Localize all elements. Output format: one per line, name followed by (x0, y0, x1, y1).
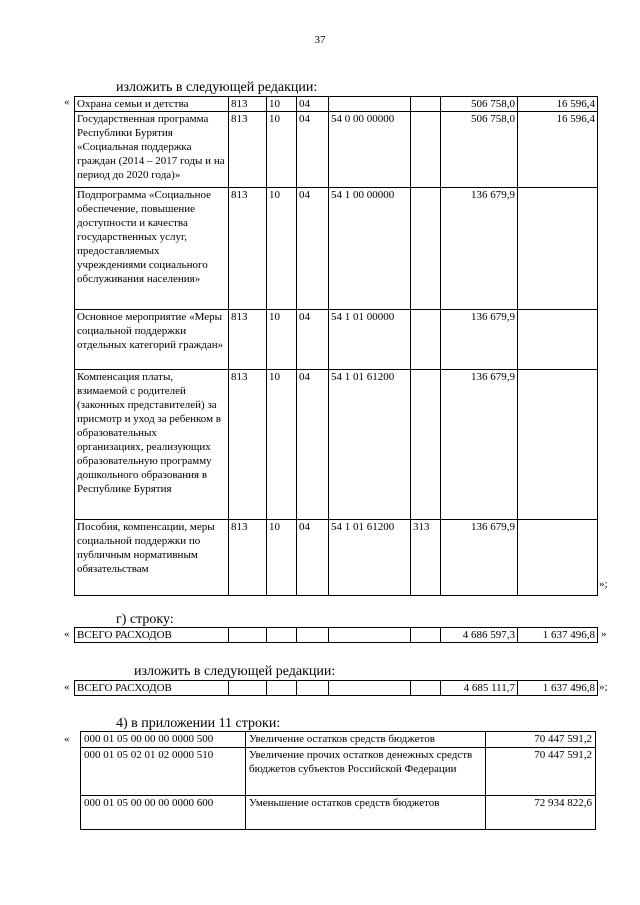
table-row (75, 112, 598, 188)
cell-csr: 54 1 01 61200 (329, 520, 411, 596)
section2-heading: г) строку: (116, 612, 174, 627)
row-name: Государственная программа Республики Бурятия «Социальная поддержка граждан (2014 – 2017 годы и на период до 2020 года)» (75, 112, 229, 188)
cell-csr: 54 1 00 00000 (329, 188, 411, 310)
close-quote: » (601, 628, 607, 640)
cell-ved: 813 (229, 520, 267, 596)
open-quote: « (64, 681, 70, 693)
section1-heading: изложить в следующей редакции: (116, 80, 318, 95)
table-row (75, 310, 598, 370)
cell-value-2: 1 637 496,8 (518, 681, 598, 696)
cell-rz: 10 (267, 112, 297, 188)
cell-value: 72 934 822,6 (486, 796, 596, 830)
cell-value-1: 136 679,9 (441, 520, 518, 596)
cell-value-2: 16 596,4 (518, 112, 598, 188)
cell-vr (411, 370, 441, 520)
table-row (75, 520, 598, 596)
budget-table (74, 96, 598, 596)
cell-value-2 (518, 370, 598, 520)
cell-csr: 54 0 00 00000 (329, 112, 411, 188)
table-row (75, 681, 598, 696)
cell-csr: 54 1 01 00000 (329, 310, 411, 370)
cell-vr (411, 188, 441, 310)
page-number: 37 (314, 34, 326, 46)
cell-value-1: 4 686 597,3 (441, 628, 518, 643)
close-quote: »; (599, 578, 608, 590)
cell-pr: 04 (297, 310, 329, 370)
cell-ved: 813 (229, 97, 267, 112)
cell-rz: 10 (267, 310, 297, 370)
cell-name: Увеличение прочих остатков денежных средств бюджетов субъектов Российской Федерации (246, 748, 486, 796)
cell-pr: 04 (297, 370, 329, 520)
table-row (75, 628, 598, 643)
table-row (81, 732, 596, 748)
row-name: Основное мероприятие «Меры социальной поддержки отдельных категорий граждан» (75, 310, 229, 370)
row-name: Пособия, компенсации, меры социальной поддержки по публичным нормативным обязательствам (75, 520, 229, 596)
row-name: Охрана семьи и детства (75, 97, 229, 112)
cell-rz: 10 (267, 520, 297, 596)
cell-code: 000 01 05 00 00 00 0000 500 (81, 732, 246, 748)
cell-ved: 813 (229, 112, 267, 188)
cell-value-1: 506 758,0 (441, 97, 518, 112)
table-row (81, 748, 596, 796)
row-name: Подпрограмма «Социальное обеспечение, повышение доступности и качества государственных услуг, предоставляемых учреждениями социального обслуживания населения» (75, 188, 229, 310)
cell-value-2 (518, 310, 598, 370)
row-name: ВСЕГО РАСХОДОВ (75, 628, 229, 643)
section4-heading: 4) в приложении 11 строки: (116, 716, 281, 731)
cell-name: Увеличение остатков средств бюджетов (246, 732, 486, 748)
cell-value-1: 136 679,9 (441, 310, 518, 370)
cell-rz: 10 (267, 188, 297, 310)
cell-pr: 04 (297, 97, 329, 112)
row-name: ВСЕГО РАСХОДОВ (75, 681, 229, 696)
table-row (75, 370, 598, 520)
cell-value-2: 16 596,4 (518, 97, 598, 112)
cell-rz: 10 (267, 370, 297, 520)
cell-pr: 04 (297, 112, 329, 188)
table-row (81, 796, 596, 830)
cell-value-1: 4 685 111,7 (441, 681, 518, 696)
close-quote: »; (599, 681, 608, 693)
cell-ved: 813 (229, 370, 267, 520)
cell-vr (411, 112, 441, 188)
sources-table (80, 731, 596, 830)
open-quote: « (64, 628, 70, 640)
row-name: Компенсация платы, взимаемой с родителей (законных представителей) за присмотр и уход за ребенком в образовательных организациях, реализующих образовательную программу дошкольного образования в Республике Бурятия (75, 370, 229, 520)
cell-value-1: 136 679,9 (441, 188, 518, 310)
cell-csr (329, 97, 411, 112)
table-row (75, 97, 598, 112)
open-quote: « (64, 733, 70, 745)
cell-ved: 813 (229, 310, 267, 370)
cell-pr: 04 (297, 520, 329, 596)
cell-value: 70 447 591,2 (486, 732, 596, 748)
cell-csr: 54 1 01 61200 (329, 370, 411, 520)
cell-value-2 (518, 188, 598, 310)
cell-name: Уменьшение остатков средств бюджетов (246, 796, 486, 830)
cell-value-2: 1 637 496,8 (518, 628, 598, 643)
cell-vr (411, 310, 441, 370)
cell-ved: 813 (229, 188, 267, 310)
open-quote: « (64, 96, 70, 108)
cell-value: 70 447 591,2 (486, 748, 596, 796)
total-table-new (74, 680, 598, 696)
cell-value-2 (518, 520, 598, 596)
cell-vr: 313 (411, 520, 441, 596)
cell-code: 000 01 05 00 00 00 0000 600 (81, 796, 246, 830)
total-table-old (74, 627, 598, 643)
cell-pr: 04 (297, 188, 329, 310)
cell-rz: 10 (267, 97, 297, 112)
cell-code: 000 01 05 02 01 02 0000 510 (81, 748, 246, 796)
section3-heading: изложить в следующей редакции: (134, 664, 336, 679)
table-row (75, 188, 598, 310)
cell-value-1: 506 758,0 (441, 112, 518, 188)
cell-value-1: 136 679,9 (441, 370, 518, 520)
cell-vr (411, 97, 441, 112)
